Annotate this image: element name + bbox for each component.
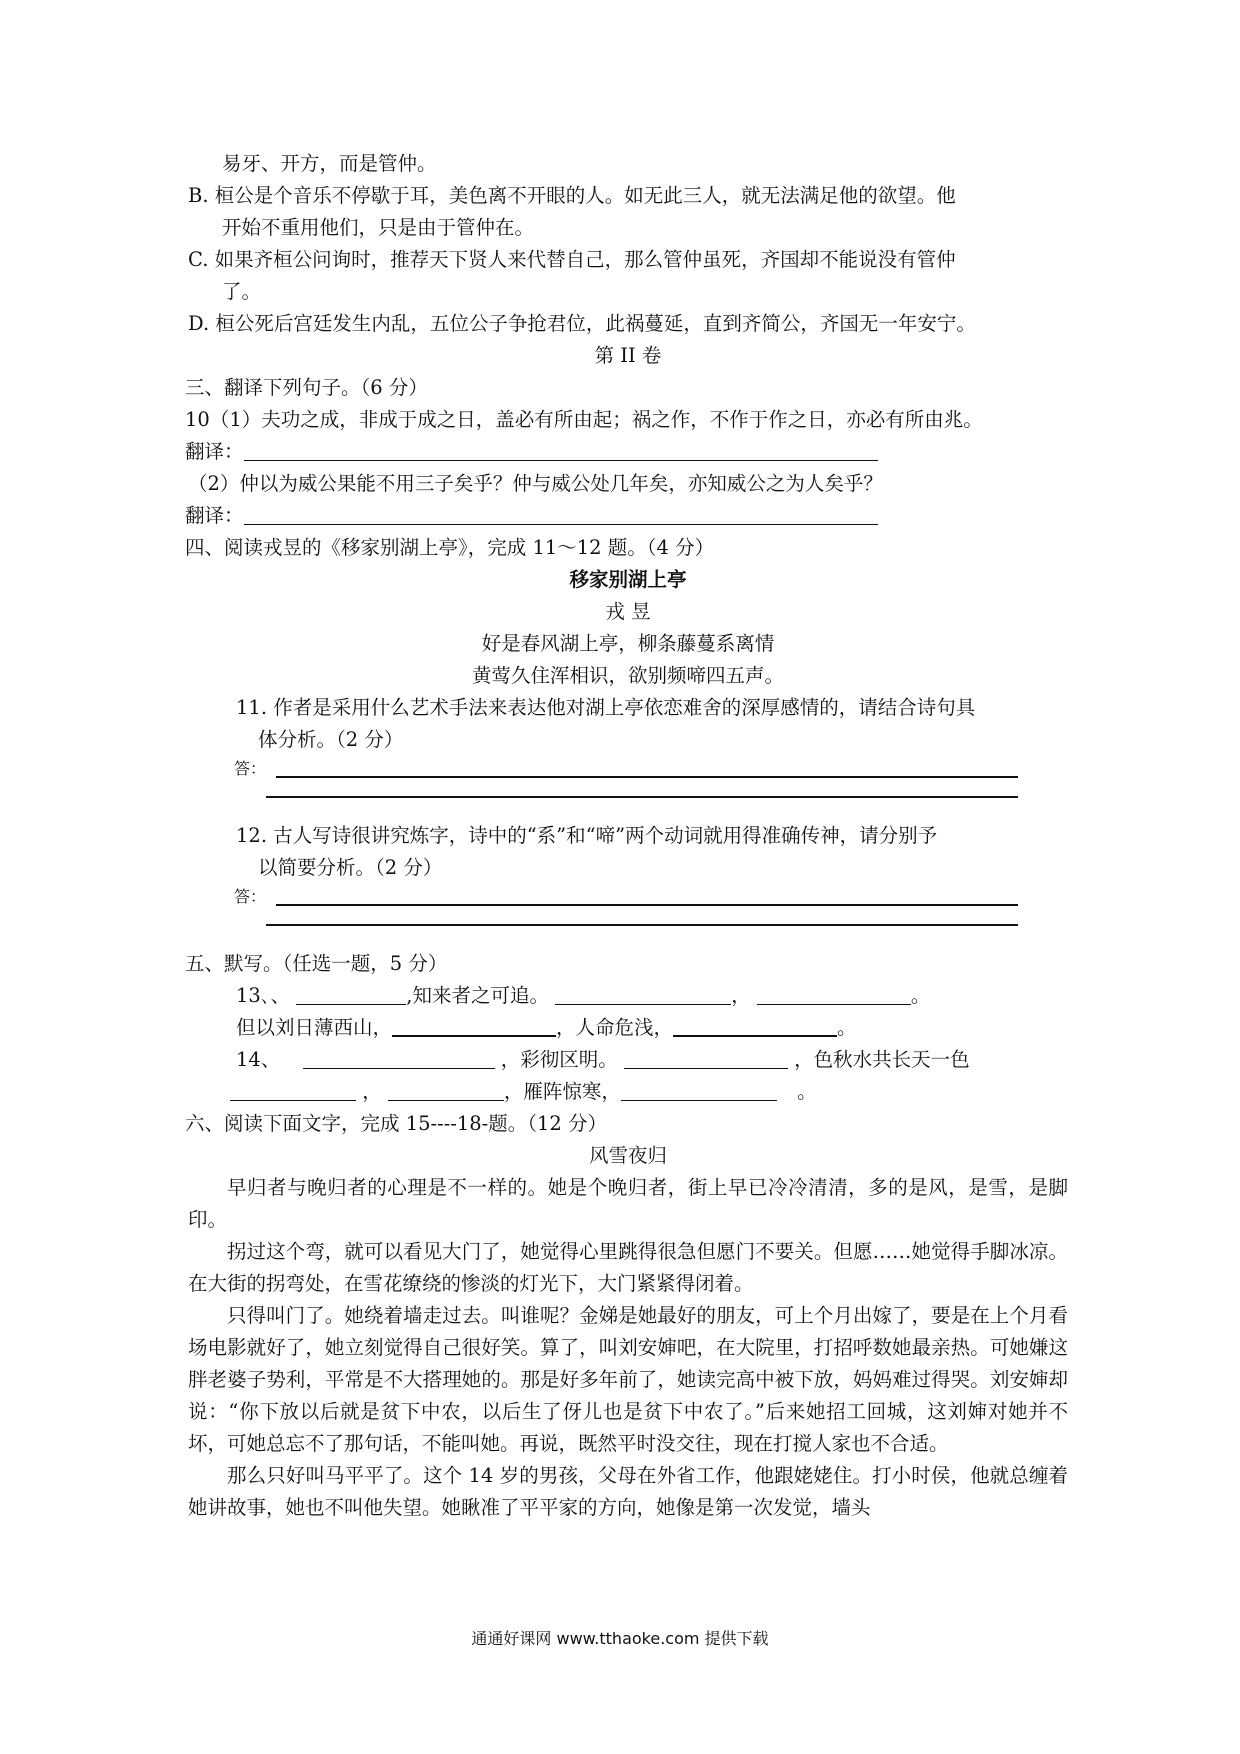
exam-page (185, 148, 1068, 1524)
answer-label: 答： (234, 887, 267, 906)
q14-blank-2[interactable] (624, 1048, 788, 1069)
q12-line2: 以简要分析。（2 分） (258, 856, 443, 879)
q13-blank-4[interactable] (392, 1015, 556, 1037)
q13-text-3: 。 (910, 984, 931, 1007)
answer-line-2[interactable] (266, 924, 1018, 926)
q12-answer-row-2 (188, 916, 1068, 948)
q14-blank-4[interactable] (388, 1080, 504, 1101)
q13-row-1 (188, 980, 1068, 1012)
translate-label: 翻译： (185, 504, 244, 527)
q14b-text-1: ， (362, 1080, 382, 1103)
q14-text-2: ，色秋水共长天一色 (794, 1048, 970, 1071)
translate-blank-1[interactable] (244, 440, 878, 461)
translate-blank-2[interactable] (244, 504, 878, 525)
q12-answer-row (188, 884, 1068, 916)
option-c-line1: C. 如果齐桓公问询时，推荐天下贤人来代替自己，那么管仲虽死，齐国却不能说没有管仲 (188, 248, 956, 271)
q14-blank-5[interactable] (621, 1080, 777, 1101)
option-b-line1: B. 桓公是个音乐不停歇于耳，美色离不开眼的人。如无此三人，就无法满足他的欲望。他 (188, 184, 956, 207)
answer-line-1[interactable] (276, 904, 1018, 906)
q12-line1: 12. 古人写诗很讲究炼字，诗中的“系”和“啼”两个动词就用得准确传神，请分别予 (236, 824, 938, 847)
q10-sentence-1: 10（1）夫功之成，非成于成之日，盖必有所由起；祸之作，不作于作之日，亦必有所由兆。 (185, 408, 983, 431)
q14-row-2 (188, 1076, 1068, 1108)
q13-text-1: ,知来者之可追。 (406, 984, 549, 1007)
q13-text-2: ， (731, 984, 751, 1007)
poem-title: 移家别湖上亭 (569, 568, 687, 591)
option-d-line1: D. 桓公死后宫廷发生内乱，五位公子争抢君位，此祸蔓延，直到齐简公，齐国无一年安宁。 (188, 312, 976, 335)
story-paragraph-3: 只得叫门了。她绕着墙走过去。叫谁呢？金娣是她最好的朋友，可上个月出嫁了，要是在上个月看场电影就好了，她立刻觉得自己很好笑。算了，叫刘安婶吧，在大院里，打招呼数她最亲热。可她嫌这胖老婆子势利，平常是不大搭理她的。那是好多年前了，她读完高中被下放，妈妈难过得哭。刘安婶却说：“你下放以后就是贫下中农，以后生了伢儿也是贫下中农了。”后来她招工回城，这刘婶对她并不坏，可她总忘不了那句话，不能叫她。再说，既然平时没交往，现在打搅人家也不合适。 (188, 1304, 1068, 1455)
poem-line-1: 好是春风湖上亭，柳条藤蔓系离情 (481, 632, 775, 655)
q11-answer-row (188, 756, 1068, 788)
q14-number: 14、 (236, 1048, 281, 1071)
story-paragraph-2: 拐过这个弯，就可以看见大门了，她觉得心里跳得很急但愿门不要关。但愿……她觉得手脚冰凉。在大街的拐弯处，在雪花缭绕的惨淡的灯光下，大门紧紧得闭着。 (188, 1240, 1068, 1295)
q13-row-2 (188, 1012, 1068, 1044)
q14-row-1 (188, 1044, 1068, 1076)
q13b-text-3: 。 (837, 1016, 857, 1039)
section5-heading: 五、默写。（任选一题，5 分） (185, 952, 448, 975)
page-footer: 通通好课网 www.tthaoke.com 提供下载 (471, 1629, 769, 1648)
q11-line1: 11. 作者是采用什么艺术手法来表达他对湖上亭依恋难舍的深厚感情的，请结合诗句具 (236, 696, 976, 719)
q10-sentence-2: （2）仲以为威公果能不用三子矣乎？仲与威公处几年矣，亦知威公之为人矣乎？ (188, 472, 883, 495)
option-c-line2: 了。 (222, 280, 262, 303)
translate-row-1 (185, 436, 1068, 468)
story-paragraph-4: 那么只好叫马平平了。这个 14 岁的男孩，父母在外省工作，他跟姥姥住。打小时侯，他就总缠着她讲故事，她也不叫他失望。她瞅准了平平家的方向，她像是第一次发觉，墙头 (188, 1464, 1068, 1519)
translate-label: 翻译： (185, 440, 244, 463)
poem-line-2: 黄莺久住浑相识，欲别频啼四五声。 (471, 664, 784, 687)
q14-text-1: ，彩彻区明。 (500, 1048, 618, 1071)
section4-heading: 四、阅读戎昱的《移家别湖上亭》，完成 11～12 题。（4 分） (185, 536, 715, 559)
answer-line-1[interactable] (276, 776, 1018, 778)
q13b-text-1: 但以刘日薄西山， (236, 1016, 393, 1039)
q13-blank-1[interactable] (296, 984, 406, 1005)
q14b-text-2: ，雁阵惊寒， (503, 1080, 621, 1103)
section3-heading: 三、翻译下列句子。（6 分） (185, 376, 428, 399)
q13-blank-5[interactable] (673, 1015, 837, 1037)
option-a-continued: 易牙、开方，而是管仲。 (222, 152, 437, 175)
q13b-text-2: ，人命危浅， (556, 1016, 674, 1039)
q11-line2: 体分析。（2 分） (258, 728, 404, 751)
poem-author: 戎 昱 (605, 600, 651, 623)
translate-row-2 (185, 500, 1068, 532)
q14-blank-1[interactable] (303, 1048, 495, 1069)
q13-blank-2[interactable] (555, 984, 731, 1005)
q14-blank-3[interactable] (230, 1080, 356, 1101)
option-b-line2: 开始不重用他们，只是由于管仲在。 (222, 216, 535, 239)
q13-blank-3[interactable] (757, 984, 911, 1005)
volume-title: 第 II 卷 (594, 344, 662, 367)
story-title: 风雪夜归 (588, 1144, 667, 1167)
section6-heading: 六、阅读下面文字，完成 15----18-题。（12 分） (185, 1112, 608, 1135)
q14b-text-3: 。 (797, 1080, 817, 1103)
story-paragraph-1: 早归者与晚归者的心理是不一样的。她是个晚归者，街上早已冷冷清清，多的是风，是雪，是脚印。 (188, 1176, 1068, 1231)
q11-answer-row-2 (188, 788, 1068, 820)
answer-label: 答： (234, 759, 267, 778)
q13-number: 13､、 (236, 984, 291, 1007)
answer-line-2[interactable] (266, 796, 1018, 798)
